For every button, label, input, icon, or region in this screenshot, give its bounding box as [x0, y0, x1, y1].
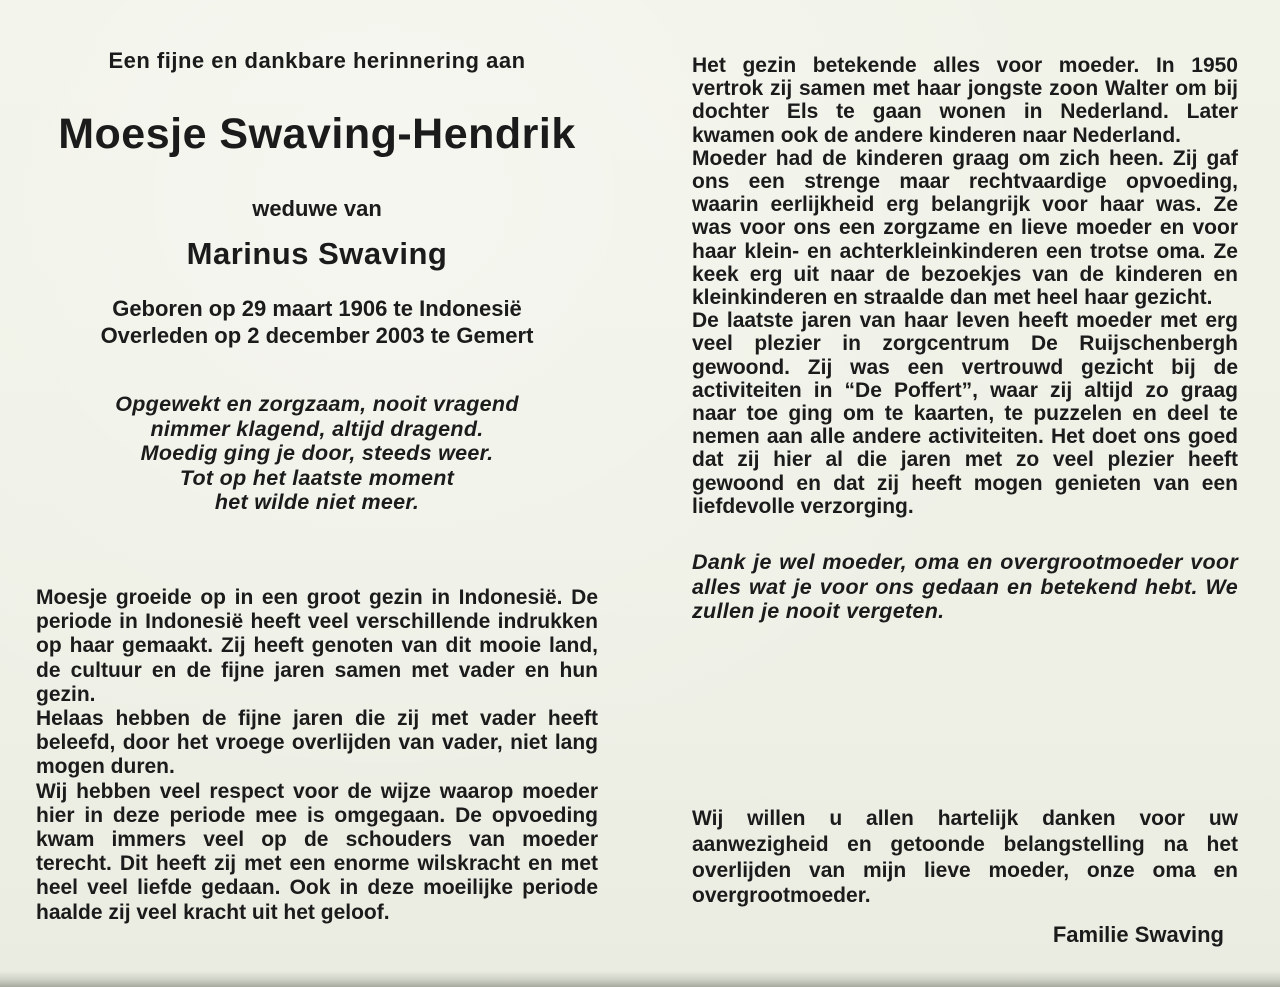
death-line: Overleden op 2 december 2003 te Gemert [100, 323, 534, 348]
relation-line: weduwe van [252, 196, 382, 221]
biography-paragraph: Helaas hebben de fijne jaren die zij met vader heeft beleefd, door het vroege overlijden van vader, niet lang mogen duren. [36, 707, 598, 779]
life-story-paragraph: Moeder had de kinderen graag om zich heen. Zij gaf ons een strenge maar rechtvaardige opvoeding, waarin eerlijkheid erg belangrijk voor haar was. Ze was voor ons een zorgzame en lieve moeder en voor haar klein- en achterkleinkinderen een trotse oma. Ze keek erg uit naar de bezoekjes van de kinderen en kleinkinderen en straalde dan met heel haar gezicht. [692, 146, 1238, 310]
life-dates [36, 295, 598, 349]
life-story-paragraph: Het gezin betekende alles voor moeder. In 1950 vertrok zij samen met haar jongste zoon Walter om bij dochter Els te gaan wonen in Nederland. Later kwamen ook de andere kinderen naar Nederland. [692, 54, 1238, 147]
life-story-paragraph: De laatste jaren van haar leven heeft moeder met erg veel plezier in zorgcentrum De Ruijschenbergh gewoond. Zij was een vertrouwd gezicht bij de activiteiten in “De Poffert”, waar zij altijd zo graag naar toe ging om te kaarten, te puzzelen en deel te nemen aan alle andere activiteiten. Het doet ons goed dat zij hier al die jaren met zo veel plezier heeft gewoond en dat zij heeft mogen genieten van een liefdevolle verzorging. [692, 309, 1238, 518]
left-page [36, 0, 598, 987]
poem-line: het wilde niet meer. [214, 490, 420, 514]
memorial-poem [36, 392, 598, 515]
family-signature: Familie Swaving [1052, 922, 1224, 947]
life-story-text [692, 54, 1238, 624]
birth-line: Geboren op 29 maart 1906 te Indonesië [112, 296, 522, 321]
poem-line: Tot op het laatste moment [179, 465, 455, 490]
gratitude-paragraph: Dank je wel moeder, oma en overgrootmoeder voor alles wat je voor ons gedaan en betekend hebt. We zullen je nooit vergeten. [692, 550, 1238, 624]
right-page [692, 0, 1238, 987]
spouse-name: Marinus Swaving [186, 236, 448, 271]
biography-text [36, 586, 598, 925]
poem-line: Moedig ging je door, steeds weer. [140, 441, 494, 465]
acknowledgement-paragraph: Wij willen u allen hartelijk danken voor uw aanwezigheid en getoonde belangstelling na het overlijden van mijn lieve moeder, onze oma en overgrootmoeder. [692, 807, 1238, 908]
poem-line: Opgewekt en zorgzaam, nooit vragend [115, 392, 519, 416]
deceased-name: Moesje Swaving-Hendrik [58, 110, 576, 158]
biography-paragraph: Wij hebben veel respect voor de wijze waarop moeder hier in deze periode mee is omgegaan. De opvoeding kwam immers veel op de schouders van moeder terecht. Dit heeft zij met een enorme wilskracht en met heel veel liefde gedaan. Ook in deze moeilijke periode haalde zij veel kracht uit het geloof. [36, 779, 598, 924]
intro-line: Een fijne en dankbare herinnering aan [108, 48, 526, 73]
biography-paragraph: Moesje groeide op in een groot gezin in Indonesië. De periode in Indonesië heeft veel verschillende indrukken op haar gemaakt. Zij heeft genoten van dit mooie land, de cultuur en de fijne jaren samen met vader en hun gezin. [36, 586, 598, 706]
poem-line: nimmer klagend, altijd dragend. [150, 416, 484, 441]
